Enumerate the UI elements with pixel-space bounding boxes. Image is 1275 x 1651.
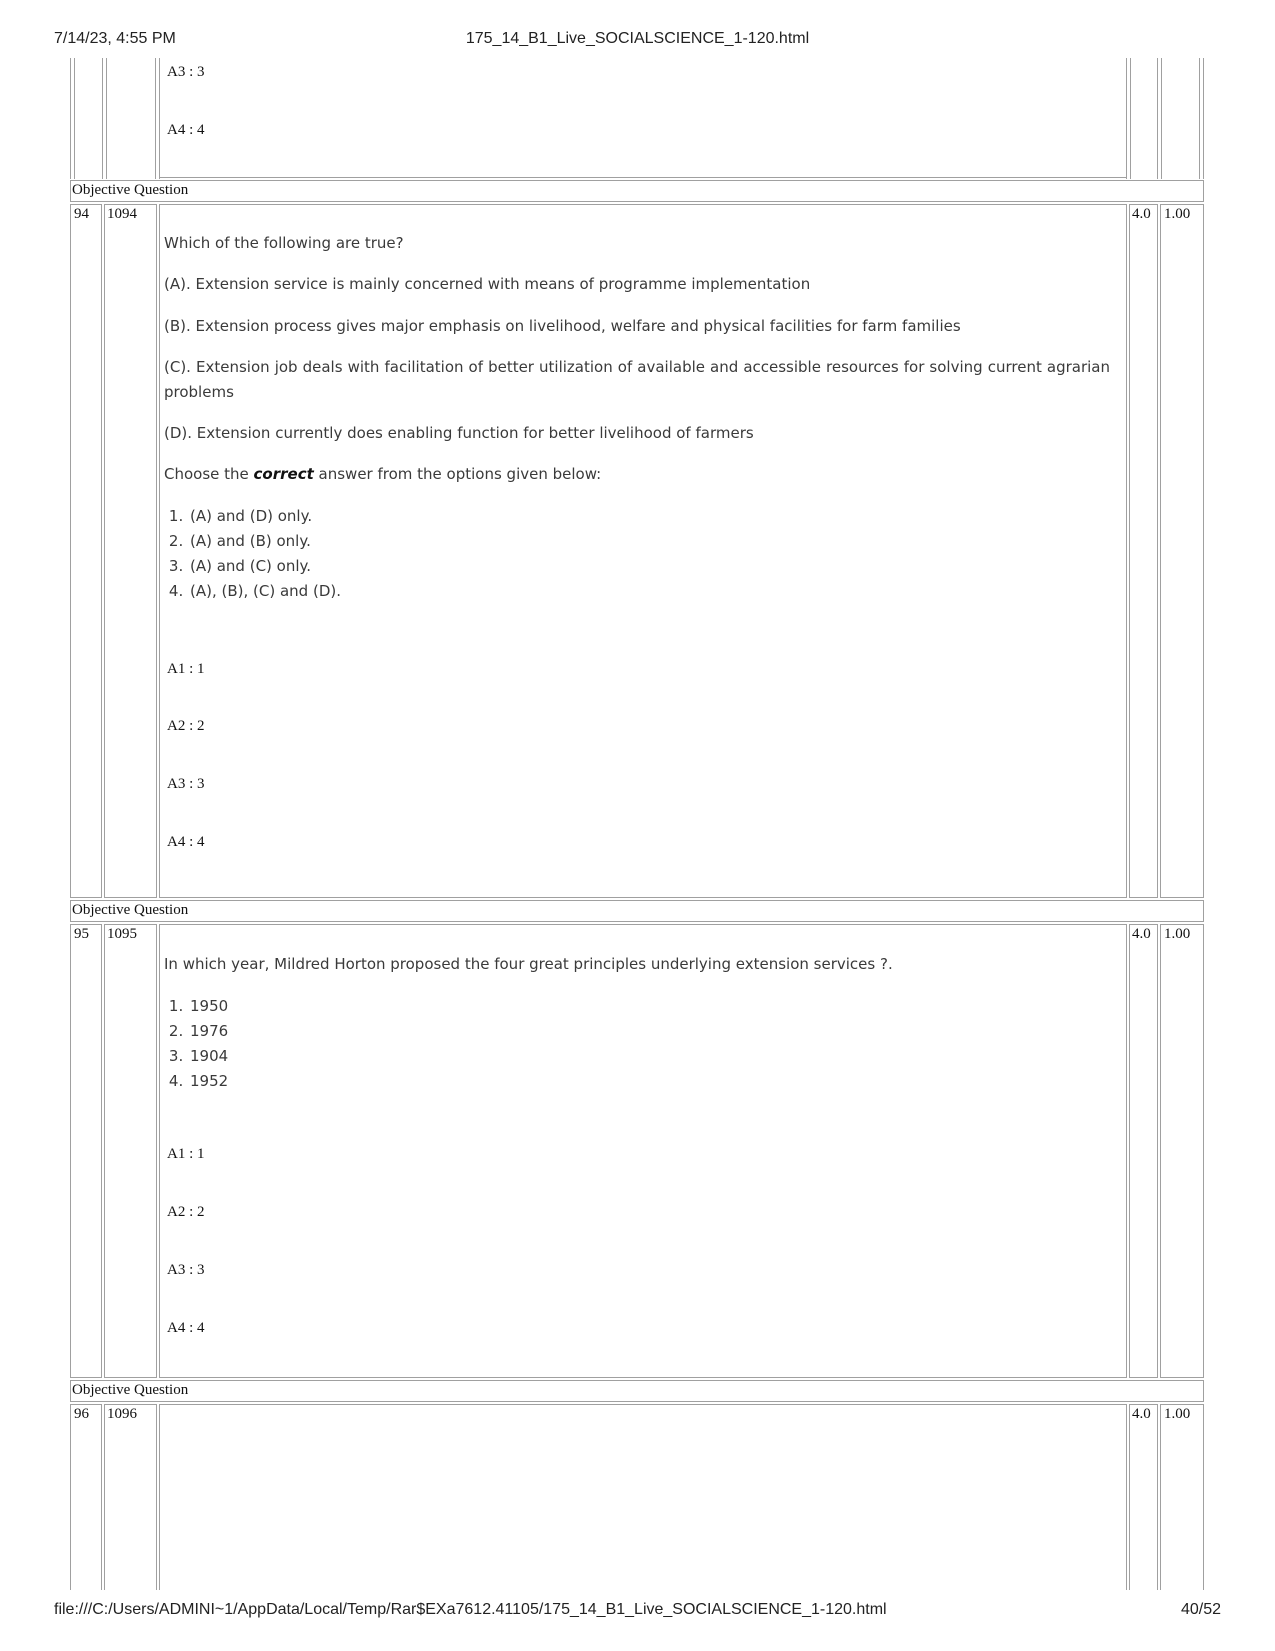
option-2: 2. 1976 <box>188 1019 228 1044</box>
question-stem: In which year, Mildred Horton proposed the four great principles underlying extension services ?. <box>164 955 893 973</box>
option-4: 4. 1952 <box>188 1069 228 1094</box>
question-sno: 96 <box>74 1406 89 1422</box>
answer-4: A4 : 4 <box>167 1320 205 1336</box>
sno-cell <box>70 204 102 898</box>
prev-answer-4: A4 : 4 <box>167 122 205 138</box>
qid-cell <box>104 924 157 1378</box>
option-1: 1. 1950 <box>188 994 228 1019</box>
answer-1: A1 : 1 <box>167 661 205 677</box>
option-3: 3. (A) and (C) only. <box>188 554 341 579</box>
question-stem: Which of the following are true? <box>164 234 404 252</box>
statement-a: (A). Extension service is mainly concerned with means of programme implementation <box>164 275 811 293</box>
question-cell <box>159 924 1127 1378</box>
answer-2: A2 : 2 <box>167 718 205 734</box>
question-id: 1095 <box>107 926 137 942</box>
answer-3: A3 : 3 <box>167 776 205 792</box>
negative-marks-cell <box>1160 204 1204 898</box>
sno-cell <box>70 924 102 1378</box>
qid-cell <box>104 204 157 898</box>
answer-2: A2 : 2 <box>167 1204 205 1220</box>
negative-marks-cell <box>1160 1404 1204 1590</box>
question-sno: 95 <box>74 926 89 942</box>
statement-c: (C). Extension job deals with facilitation of better utilization of available and accessible resources for solving current agrarian problems <box>164 358 1110 401</box>
print-page-number: 40/52 <box>1180 1601 1221 1618</box>
section-label-box <box>70 1380 1204 1402</box>
statement-b: (B). Extension process gives major emphasis on livelihood, welfare and physical facilities for farm families <box>164 317 961 335</box>
answer-1: A1 : 1 <box>167 1146 205 1162</box>
question-marks: 4.0 <box>1132 1406 1151 1422</box>
question-id: 1094 <box>107 206 137 222</box>
option-3: 3. 1904 <box>188 1044 228 1069</box>
option-4: 4. (A), (B), (C) and (D). <box>188 579 341 604</box>
question-negative-marks: 1.00 <box>1164 206 1191 222</box>
print-title: 175_14_B1_Live_SOCIALSCIENCE_1-120.html <box>465 30 810 47</box>
question-negative-marks: 1.00 <box>1164 1406 1191 1422</box>
marks-cell <box>1129 204 1158 898</box>
question-negative-marks: 1.00 <box>1164 926 1191 942</box>
negative-marks-cell <box>1160 924 1204 1378</box>
section-label: Objective Question <box>72 902 189 918</box>
question-id: 1096 <box>107 1406 137 1422</box>
option-list <box>164 994 228 1094</box>
print-file-path: file:///C:/Users/ADMINI~1/AppData/Local/Temp/Rar$EXa7612.41105/175_14_B1_Live_SOCIALSCIENCE_1-120.html <box>54 1601 887 1618</box>
question-marks: 4.0 <box>1132 926 1151 942</box>
marks-cell <box>1129 924 1158 1378</box>
section-label: Objective Question <box>72 182 189 198</box>
question-marks: 4.0 <box>1132 206 1151 222</box>
answer-3: A3 : 3 <box>167 1262 205 1278</box>
marks-cell <box>1129 1404 1158 1590</box>
question-cell <box>159 1404 1127 1590</box>
qid-cell <box>104 1404 157 1590</box>
option-list <box>164 504 341 604</box>
question-sno: 94 <box>74 206 89 222</box>
section-label-box <box>70 900 1204 922</box>
print-datetime: 7/14/23, 4:55 PM <box>54 30 176 47</box>
section-label: Objective Question <box>72 1382 189 1398</box>
option-1: 1. (A) and (D) only. <box>188 504 341 529</box>
prev-answer-3: A3 : 3 <box>167 64 205 80</box>
section-label-box <box>70 180 1204 202</box>
option-2: 2. (A) and (B) only. <box>188 529 341 554</box>
statement-d: (D). Extension currently does enabling function for better livelihood of farmers <box>164 424 754 442</box>
sno-cell <box>70 1404 102 1590</box>
answer-4: A4 : 4 <box>167 834 205 850</box>
choose-instruction: Choose the correct answer from the options given below: <box>164 465 602 483</box>
